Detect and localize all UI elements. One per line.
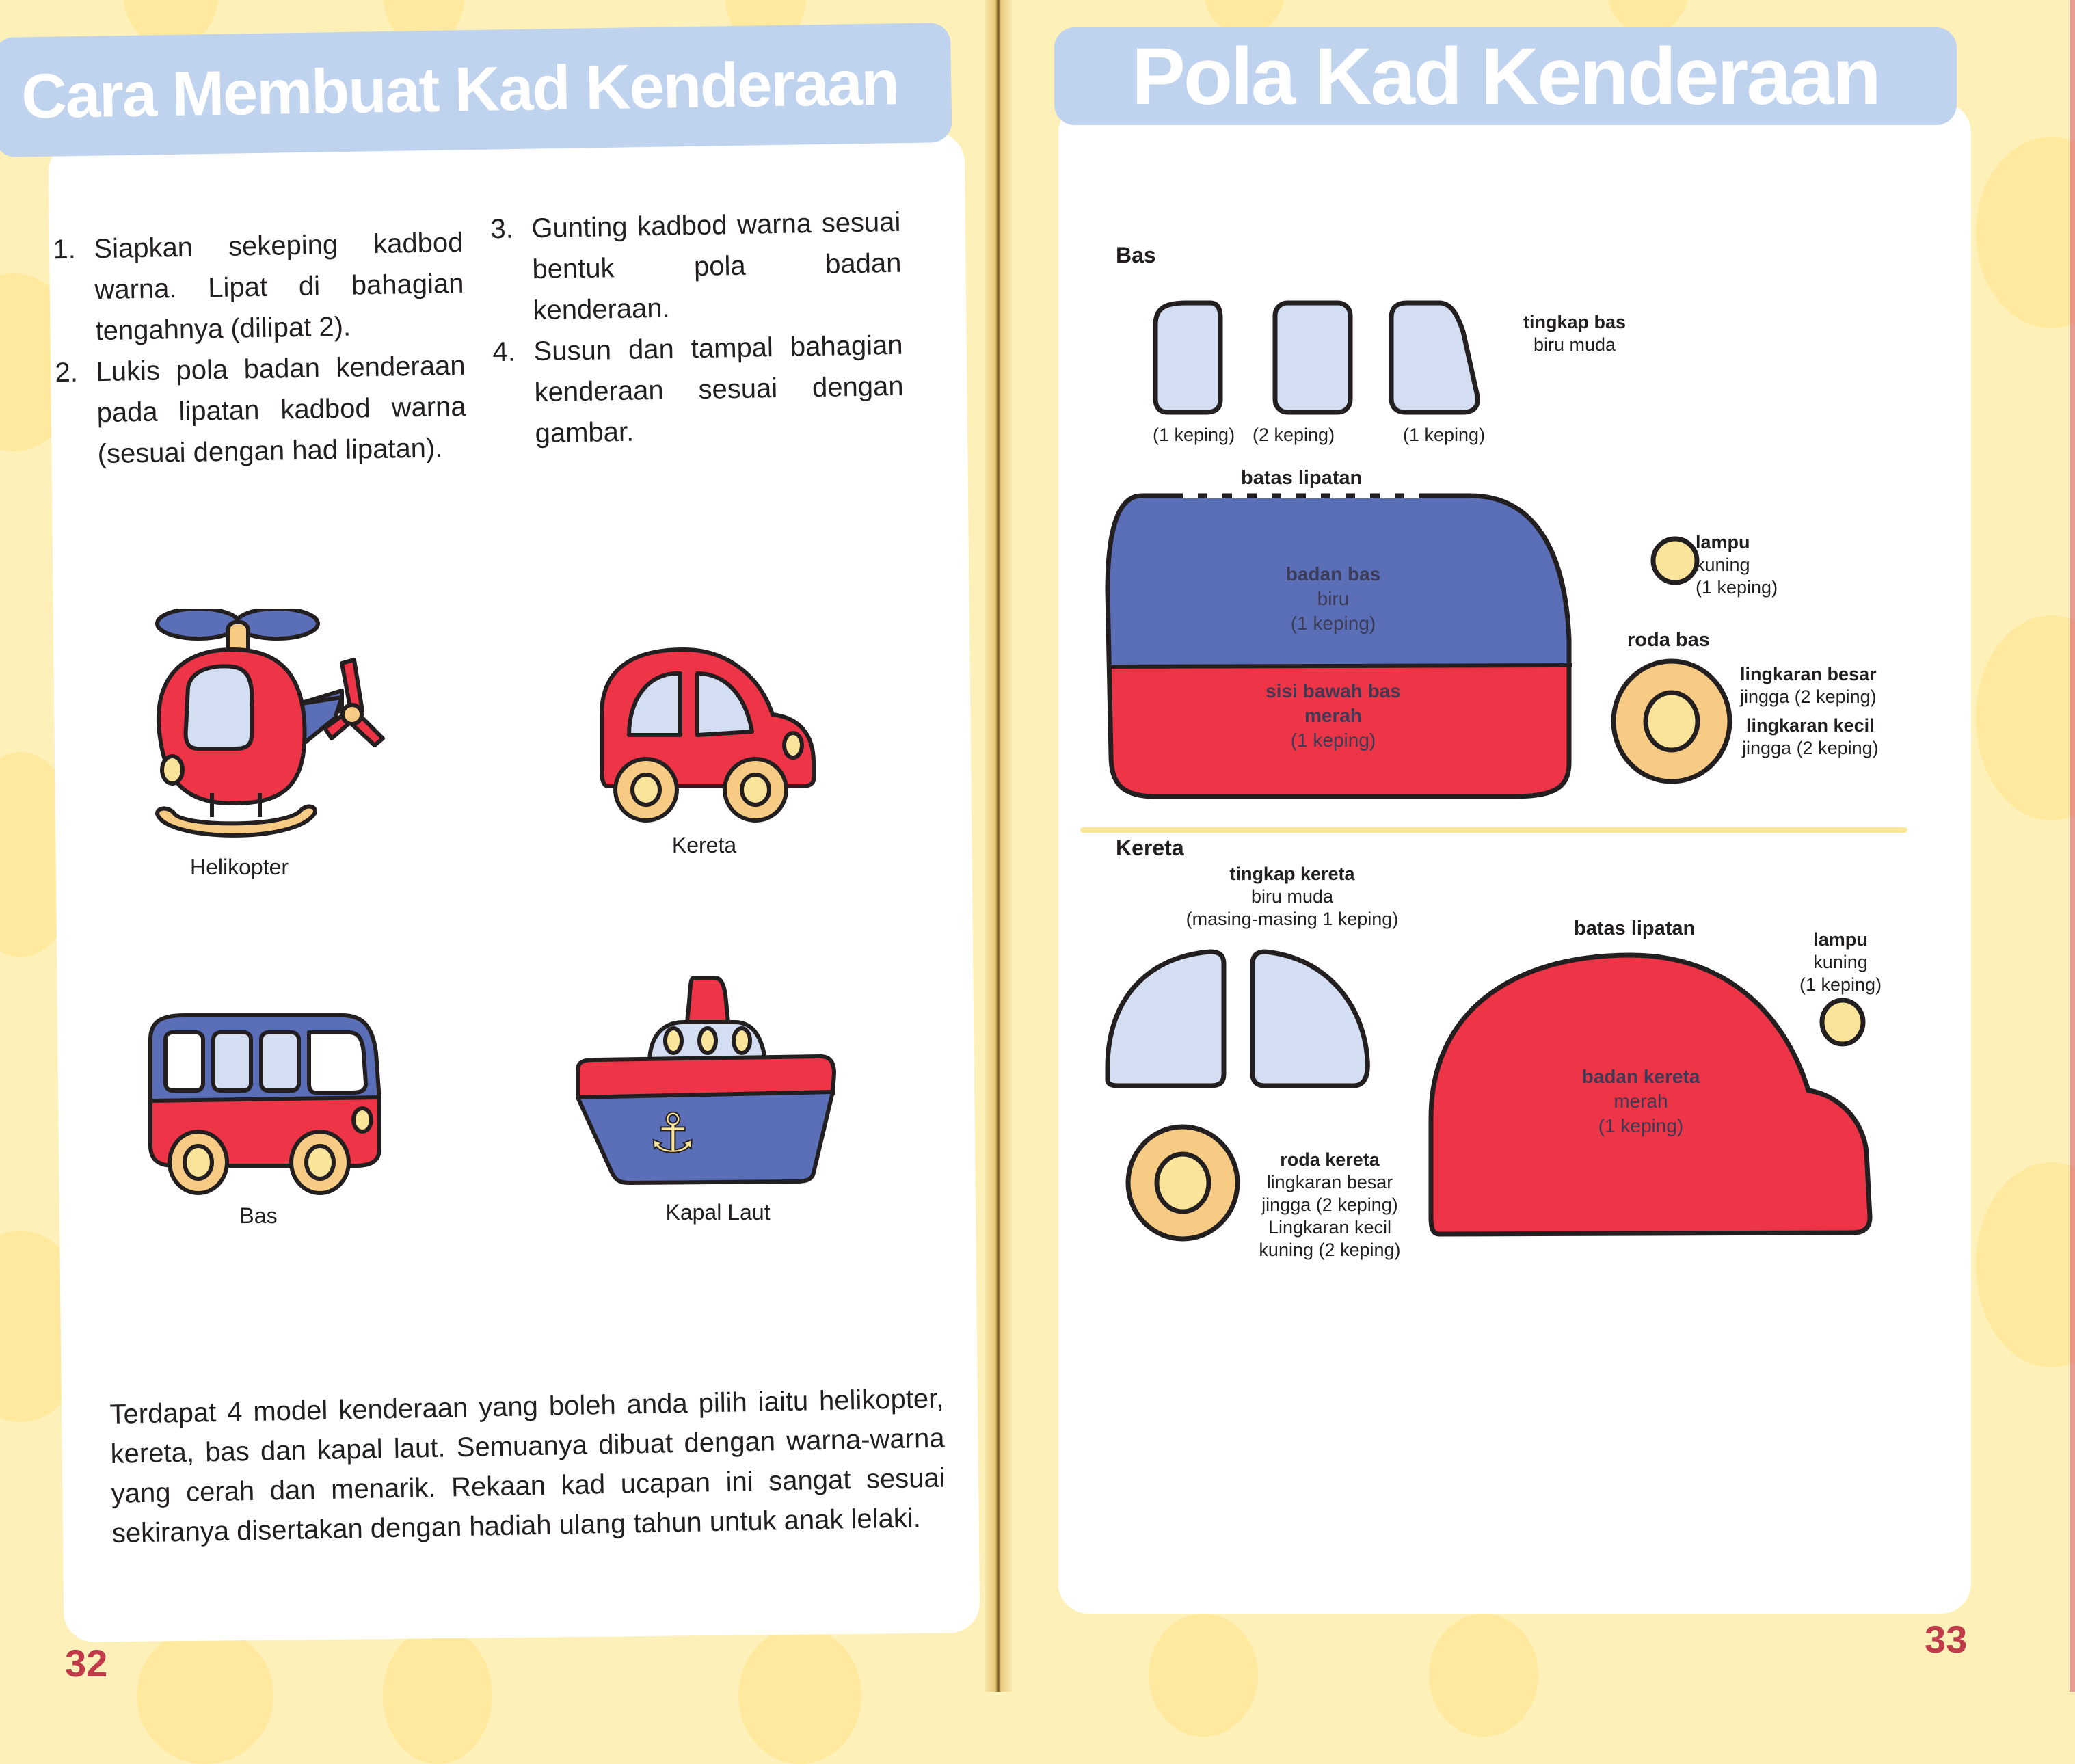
step-2 [55, 345, 467, 475]
bus-wheel-inner-label [1742, 714, 1879, 760]
bg-cloud [383, 1627, 492, 1764]
car-body-label [1559, 1065, 1723, 1138]
bus-window-count-1: (1 keping) [1153, 425, 1235, 445]
bg-cloud [137, 1627, 273, 1764]
bus-body-bottom-label [1251, 679, 1415, 753]
car-wheel-line: jingga (2 keping) [1261, 1194, 1398, 1215]
bus-window-patterns [1149, 297, 1511, 420]
section-title-kereta: Kereta [1116, 836, 1184, 860]
fold-label-text: batas lipatan [1241, 467, 1363, 489]
page-number-left: 32 [65, 1642, 108, 1685]
anchor-icon: ⚓ [648, 1101, 697, 1165]
step-4 [492, 325, 905, 455]
steps-column-2 [490, 202, 905, 455]
bus-lamp-pattern [1648, 533, 1702, 588]
description-paragraph: Terdapat 4 model kenderaan yang boleh anda pilih iaitu helikopter, kereta, bas dan kapal laut. Semuanya dibuat dengan warna-warna yang cerah dan menarik. Rekaan kad ucapan ini sangat sesuai sekiranya disertakan dengan hadiah ulang tahun untuk anak lelaki. [109, 1383, 946, 1549]
wheel-outer-title: lingkaran besar [1740, 664, 1877, 684]
car-wheel-line: kuning (2 keping) [1259, 1240, 1401, 1260]
step-text: Lukis pola badan kenderaan pada lipatan kadbod warna (sesuai dengan had lipatan). [96, 350, 466, 470]
bus-wheel-title [1627, 629, 1710, 652]
fold-label-text: batas lipatan [1574, 918, 1696, 939]
ship-illustration [574, 974, 841, 1193]
car-lamp-pattern [1815, 995, 1870, 1050]
wheel-title-text: roda bas [1627, 629, 1710, 651]
bus-wheel-pattern [1607, 656, 1737, 786]
step-number: 4. [492, 336, 516, 368]
lamp-title: lampu [1696, 532, 1750, 552]
bus-body-top-label [1279, 562, 1388, 636]
step-3 [490, 202, 902, 332]
car-wheel-line: lingkaran besar [1266, 1172, 1393, 1192]
right-page-title: Pola Kad Kenderaan [1132, 31, 1879, 122]
book-gutter [985, 0, 1012, 1692]
car-wheel-pattern [1121, 1121, 1244, 1244]
bg-cloud [1976, 1162, 2075, 1367]
step-number: 3. [490, 213, 514, 245]
body-title: sisi bawah bas [1266, 680, 1401, 701]
lamp-count: (1 keping) [1696, 577, 1778, 598]
left-page-title: Cara Membuat Kad Kenderaan [21, 48, 899, 132]
body-count: (1 keping) [1290, 613, 1376, 634]
step-text: Siapkan sekeping kadbod warna. Lipat di bahagian tengahnya (dilipat 2). [94, 227, 464, 347]
bus-window-count-3: (1 keping) [1403, 425, 1486, 445]
bus-window-label [1523, 311, 1626, 356]
body-color: merah [1614, 1091, 1668, 1112]
section-title-bas: Bas [1116, 243, 1156, 267]
section-divider [1080, 827, 1907, 833]
car-window-count: (masing-masing 1 keping) [1186, 909, 1399, 929]
body-title: badan bas [1285, 563, 1381, 585]
vehicle-label-ship: Kapal Laut [665, 1200, 771, 1225]
body-color: merah [1304, 705, 1363, 726]
step-number: 1. [53, 234, 77, 265]
bus-illustration [144, 1012, 390, 1197]
car-wheel-line: Lingkaran kecil [1268, 1217, 1392, 1238]
bg-cloud [1976, 137, 2075, 328]
step-1 [53, 222, 465, 352]
vehicle-label-bus: Bas [239, 1203, 278, 1228]
wheel-outer-detail: jingga (2 keping) [1740, 686, 1877, 707]
car-window-color: biru muda [1250, 886, 1334, 907]
car-wheel-label [1255, 1149, 1405, 1261]
car-wheel-title: roda kereta [1280, 1149, 1380, 1170]
lamp-color: kuning [1813, 952, 1868, 972]
body-color: biru [1317, 588, 1350, 609]
helicopter-illustration [137, 609, 424, 841]
car-window-label [1176, 863, 1408, 931]
right-page-title-bar [1054, 27, 1957, 125]
vehicle-label-car: Kereta [671, 833, 737, 857]
bus-window-count-2: (2 keping) [1253, 425, 1335, 445]
bg-cloud [1149, 1614, 1258, 1737]
step-text: Gunting kadbod warna sesuai bentuk pola badan kenderaan. [531, 206, 902, 326]
lamp-color: kuning [1696, 554, 1750, 575]
lamp-title: lampu [1813, 929, 1868, 950]
car-window-title: tingkap kereta [1229, 864, 1355, 884]
bus-body-pattern [1101, 489, 1572, 803]
step-text: Susun dan tampal bahagian kenderaan sesuai dengan gambar. [533, 330, 904, 449]
car-lamp-label [1799, 928, 1882, 996]
left-page-title-bar [0, 23, 952, 157]
bg-cloud [1976, 615, 2075, 820]
wheel-inner-title: lingkaran kecil [1746, 715, 1875, 736]
bg-cloud [1429, 1614, 1538, 1737]
body-count: (1 keping) [1598, 1115, 1684, 1136]
bus-fold-label [1241, 467, 1362, 490]
page-number-right: 33 [1925, 1618, 1968, 1661]
bus-lamp-label [1696, 531, 1778, 599]
step-number: 2. [55, 357, 79, 388]
lamp-count: (1 keping) [1799, 974, 1882, 995]
page-edge [2070, 0, 2075, 1692]
bg-cloud [738, 1627, 861, 1764]
car-illustration [595, 646, 827, 824]
steps-column-1 [53, 222, 467, 475]
bus-window-title: tingkap bas [1523, 312, 1626, 332]
car-fold-label [1574, 918, 1695, 940]
car-window-patterns [1101, 944, 1374, 1094]
bus-window-color: biru muda [1533, 334, 1616, 355]
wheel-inner-detail: jingga (2 keping) [1742, 738, 1879, 758]
body-title: badan kereta [1581, 1066, 1700, 1087]
bus-wheel-outer-label [1740, 663, 1877, 708]
body-count: (1 keping) [1290, 730, 1376, 751]
vehicle-label-helicopter: Helikopter [189, 855, 289, 879]
